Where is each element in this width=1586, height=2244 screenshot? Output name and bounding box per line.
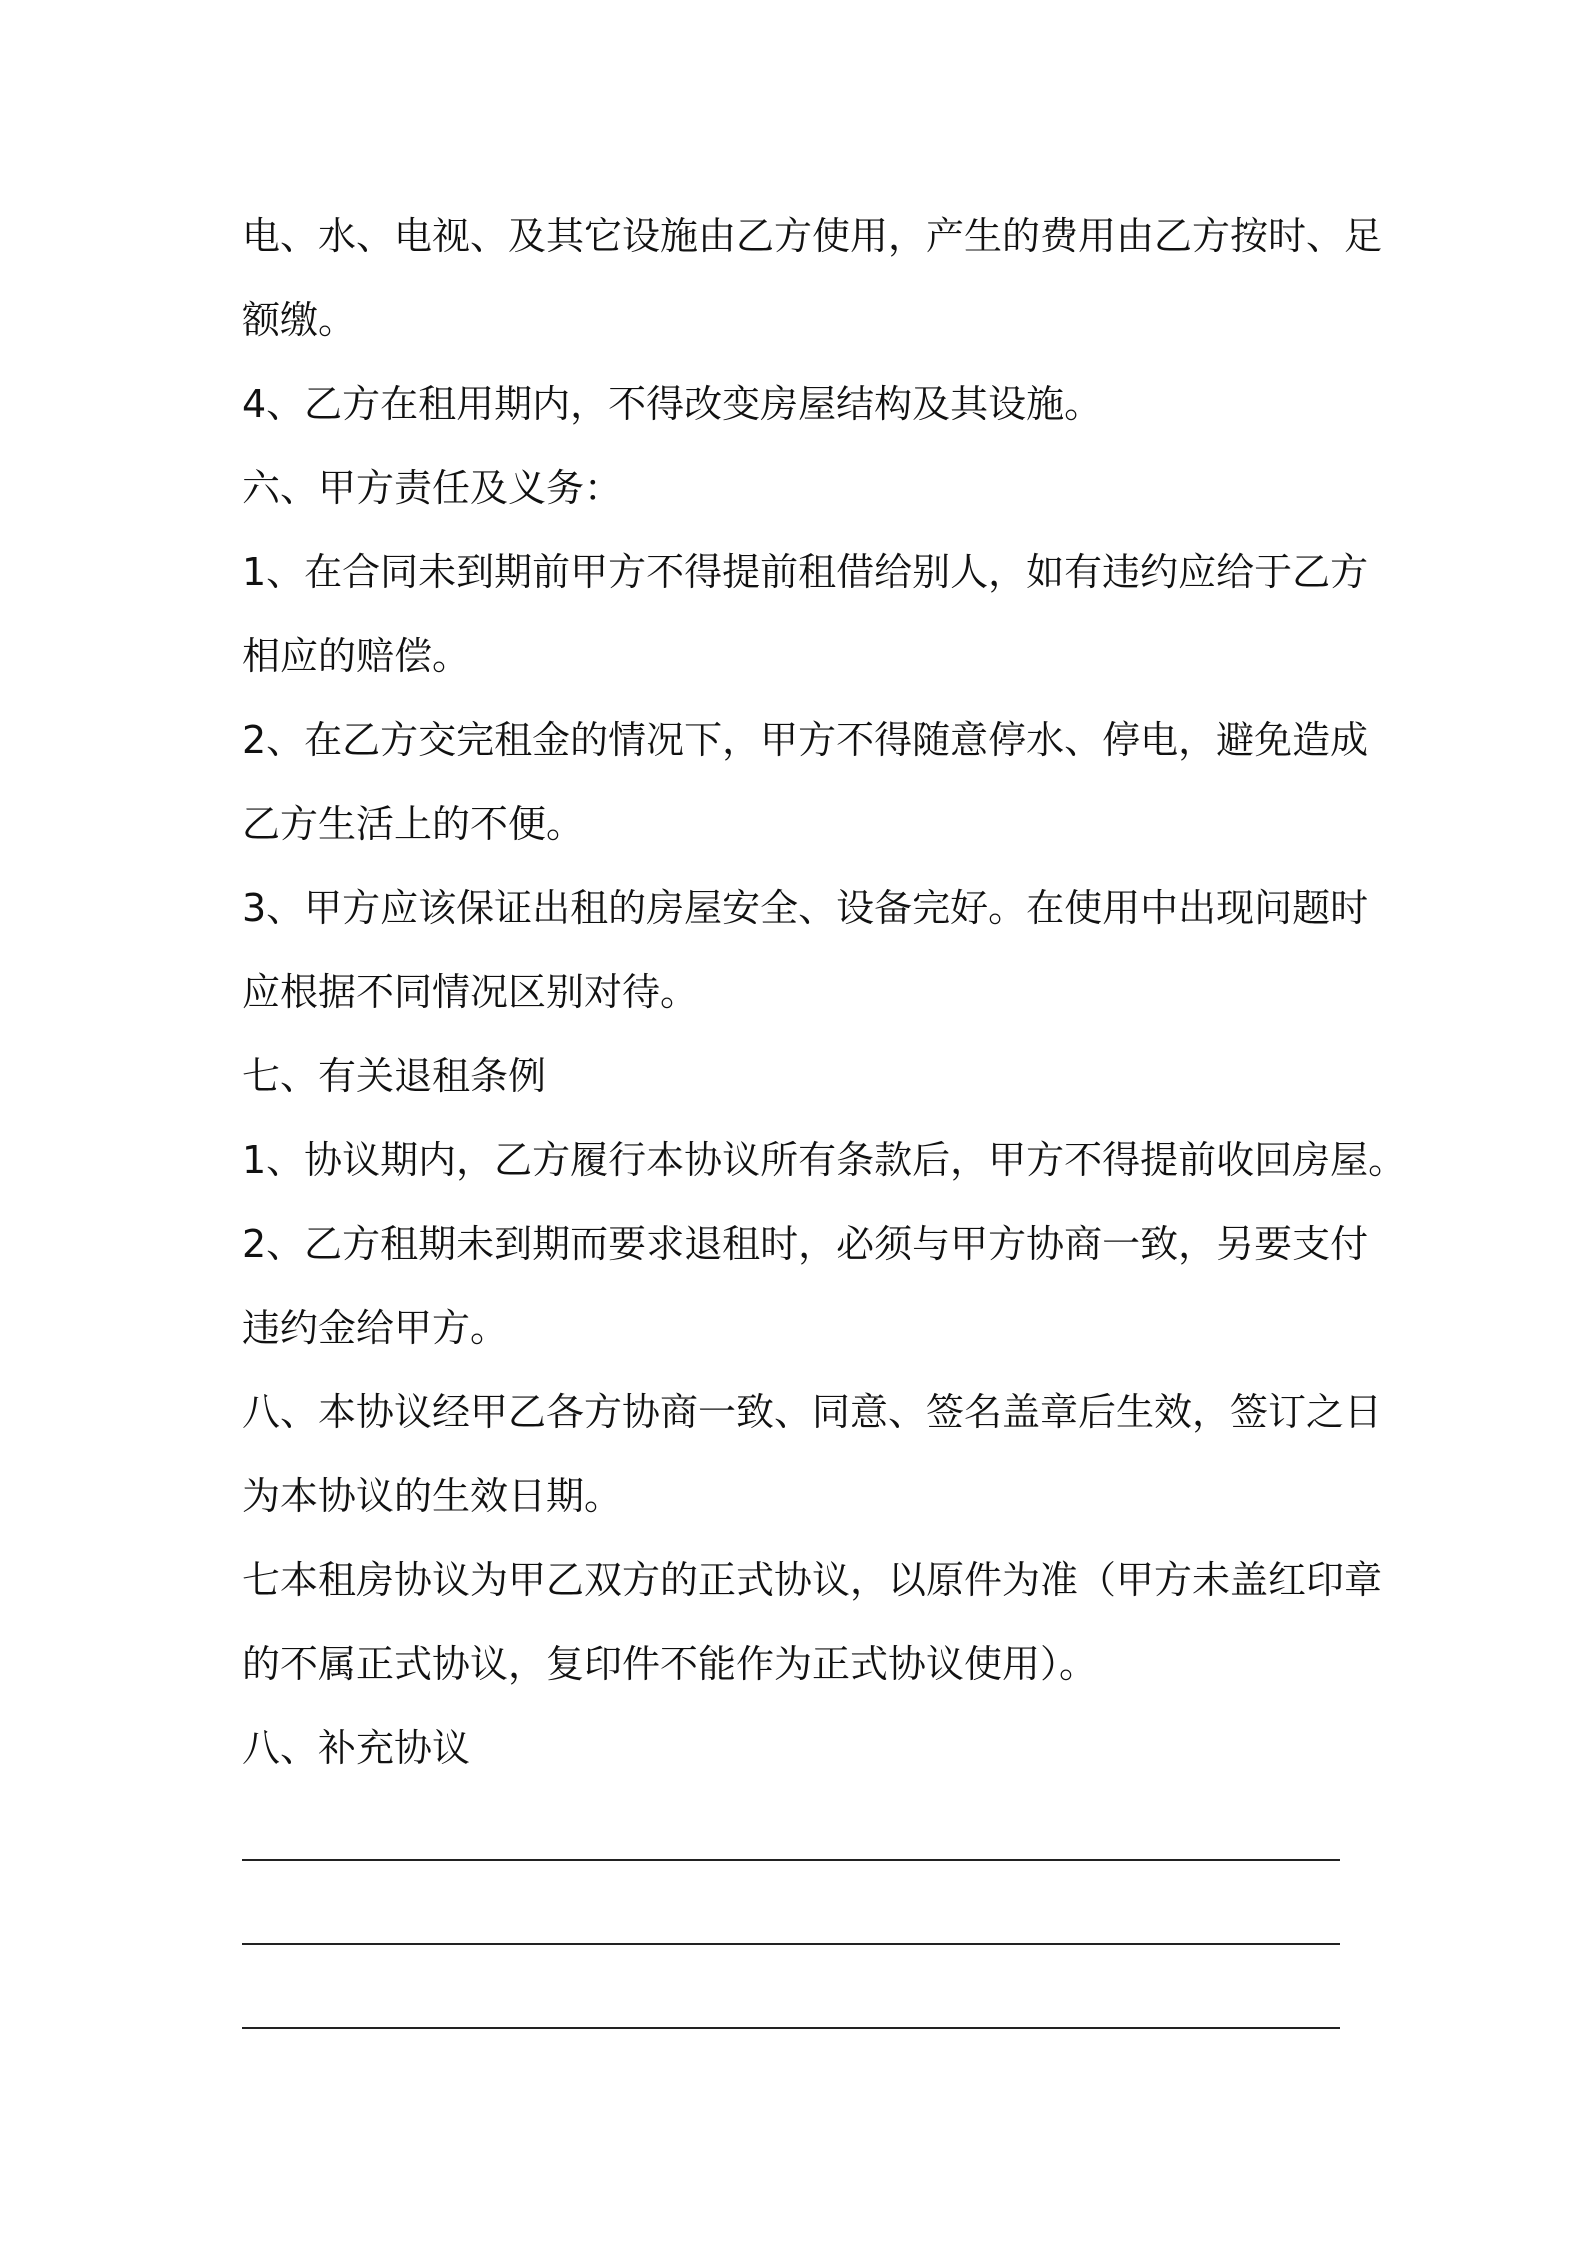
text-line: 为本协议的生效日期。 xyxy=(242,1474,623,1518)
clause-3: 3、甲方应该保证出租的房屋安全、设备完好。在使用中出现问题时 xyxy=(242,886,1369,930)
blank-fill-line xyxy=(242,1894,1392,1978)
underline-rule xyxy=(242,1859,1340,1861)
text-line: 的不属正式协议，复印件不能作为正式协议使用）。 xyxy=(242,1642,1098,1686)
clause-4: 4、乙方在租用期内，不得改变房屋结构及其设施。 xyxy=(242,382,1103,426)
blank-fill-line xyxy=(242,1810,1392,1894)
clause-original-copy: 七本租房协议为甲乙双方的正式协议，以原件为准（甲方未盖红印章 xyxy=(242,1558,1383,1602)
section-heading-supplement: 八、补充协议 xyxy=(242,1726,471,1770)
section-heading-7: 七、有关退租条例 xyxy=(242,1054,547,1098)
section-heading-8: 八、本协议经甲乙各方协商一致、同意、签名盖章后生效，签订之日 xyxy=(242,1390,1383,1434)
document-body xyxy=(242,194,1407,2062)
text-line: 应根据不同情况区别对待。 xyxy=(242,970,699,1014)
clause-2: 2、乙方租期未到期而要求退租时，必须与甲方协商一致，另要支付 xyxy=(242,1222,1369,1266)
text-line: 额缴。 xyxy=(242,298,357,342)
clause-1: 1、协议期内，乙方履行本协议所有条款后，甲方不得提前收回房屋。 xyxy=(242,1138,1407,1182)
clause-1: 1、在合同未到期前甲方不得提前租借给别人，如有违约应给于乙方 xyxy=(242,550,1369,594)
section-heading-6: 六、甲方责任及义务： xyxy=(242,466,623,510)
underline-rule xyxy=(242,2027,1340,2029)
text-line: 电、水、电视、及其它设施由乙方使用，产生的费用由乙方按时、足 xyxy=(242,214,1383,258)
underline-rule xyxy=(242,1943,1340,1945)
blank-fill-line xyxy=(242,1978,1392,2062)
clause-2: 2、在乙方交完租金的情况下，甲方不得随意停水、停电，避免造成 xyxy=(242,718,1369,762)
text-line: 违约金给甲方。 xyxy=(242,1306,509,1350)
text-line: 相应的赔偿。 xyxy=(242,634,471,678)
text-line: 乙方生活上的不便。 xyxy=(242,802,585,846)
